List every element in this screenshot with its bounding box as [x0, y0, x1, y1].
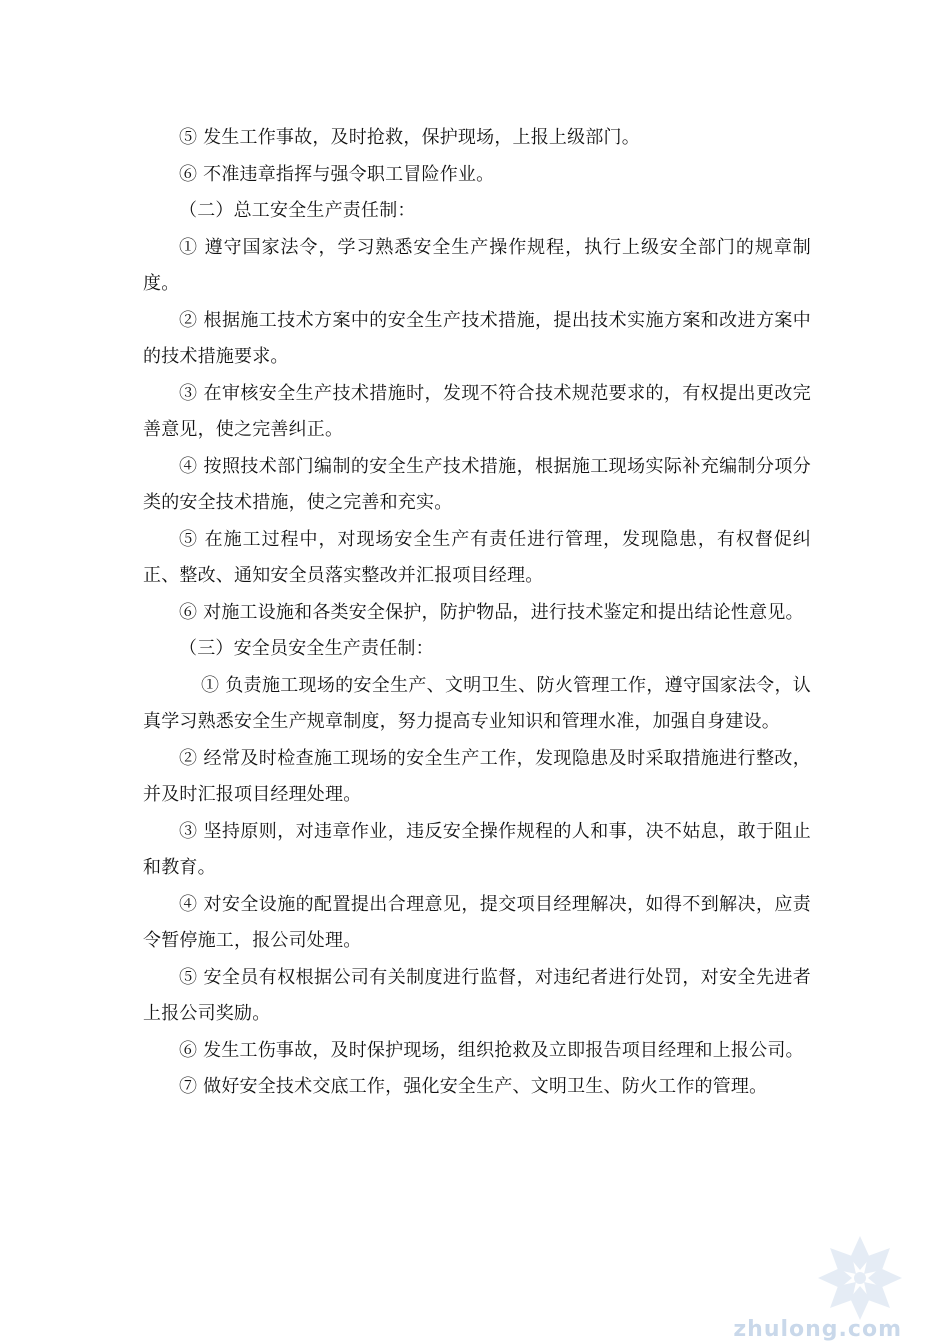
paragraph: ⑤ 安全员有权根据公司有关制度进行监督，对违纪者进行处罚，对安全先进者上报公司奖励。 [143, 966, 811, 1024]
paragraph: ① 负责施工现场的安全生产、文明卫生、防火管理工作，遵守国家法令，认真学习熟悉安全生产规章制度，努力提高专业知识和管理水准，加强自身建设。 [143, 674, 811, 732]
paragraph: ⑤ 在施工过程中，对现场安全生产有责任进行管理，发现隐患，有权督促纠正、整改、通知安全员落实整改并汇报项目经理。 [143, 528, 811, 586]
paragraph: ⑦ 做好安全技术交底工作，强化安全生产、文明卫生、防火工作的管理。 [179, 1076, 768, 1097]
paragraph: ④ 按照技术部门编制的安全生产技术措施，根据施工现场实际补充编制分项分类的安全技术措施，使之完善和充实。 [143, 455, 811, 513]
paragraph: ⑥ 不准违章指挥与强令职工冒险作业。 [179, 163, 495, 185]
section-heading: （二）总工安全生产责任制： [179, 200, 416, 221]
watermark-text: zhulong.com [733, 1317, 902, 1342]
paragraph: ⑥ 对施工设施和各类安全保护，防护物品，进行技术鉴定和提出结论性意见。 [179, 601, 804, 623]
paragraph: ③ 在审核安全生产技术措施时，发现不符合技术规范要求的，有权提出更改完善意见，使之完善纠正。 [143, 382, 811, 440]
paragraph: ② 经常及时检查施工现场的安全生产工作，发现隐患及时采取措施进行整改，并及时汇报项目经理处理。 [143, 747, 811, 805]
paragraph: ⑥ 发生工伤事故，及时保护现场，组织抢救及立即报告项目经理和上报公司。 [179, 1039, 804, 1061]
paragraph: ② 根据施工技术方案中的安全生产技术措施，提出技术实施方案和改进方案中的技术措施要求。 [143, 309, 811, 367]
paragraph: ⑤ 发生工作事故，及时抢救，保护现场，上报上级部门。 [179, 127, 640, 148]
snowflake-logo-icon [810, 1228, 910, 1328]
paragraph: ① 遵守国家法令，学习熟悉安全生产操作规程，执行上级安全部门的规章制度。 [143, 236, 811, 294]
document-body [143, 120, 811, 1106]
section-heading: （三）安全员安全生产责任制： [179, 638, 434, 659]
paragraph: ③ 坚持原则，对违章作业，违反安全操作规程的人和事，决不姑息，敢于阻止和教育。 [143, 820, 811, 878]
watermark [690, 1204, 950, 1344]
paragraph: ④ 对安全设施的配置提出合理意见，提交项目经理解决，如得不到解决，应责令暂停施工，报公司处理。 [143, 893, 811, 951]
